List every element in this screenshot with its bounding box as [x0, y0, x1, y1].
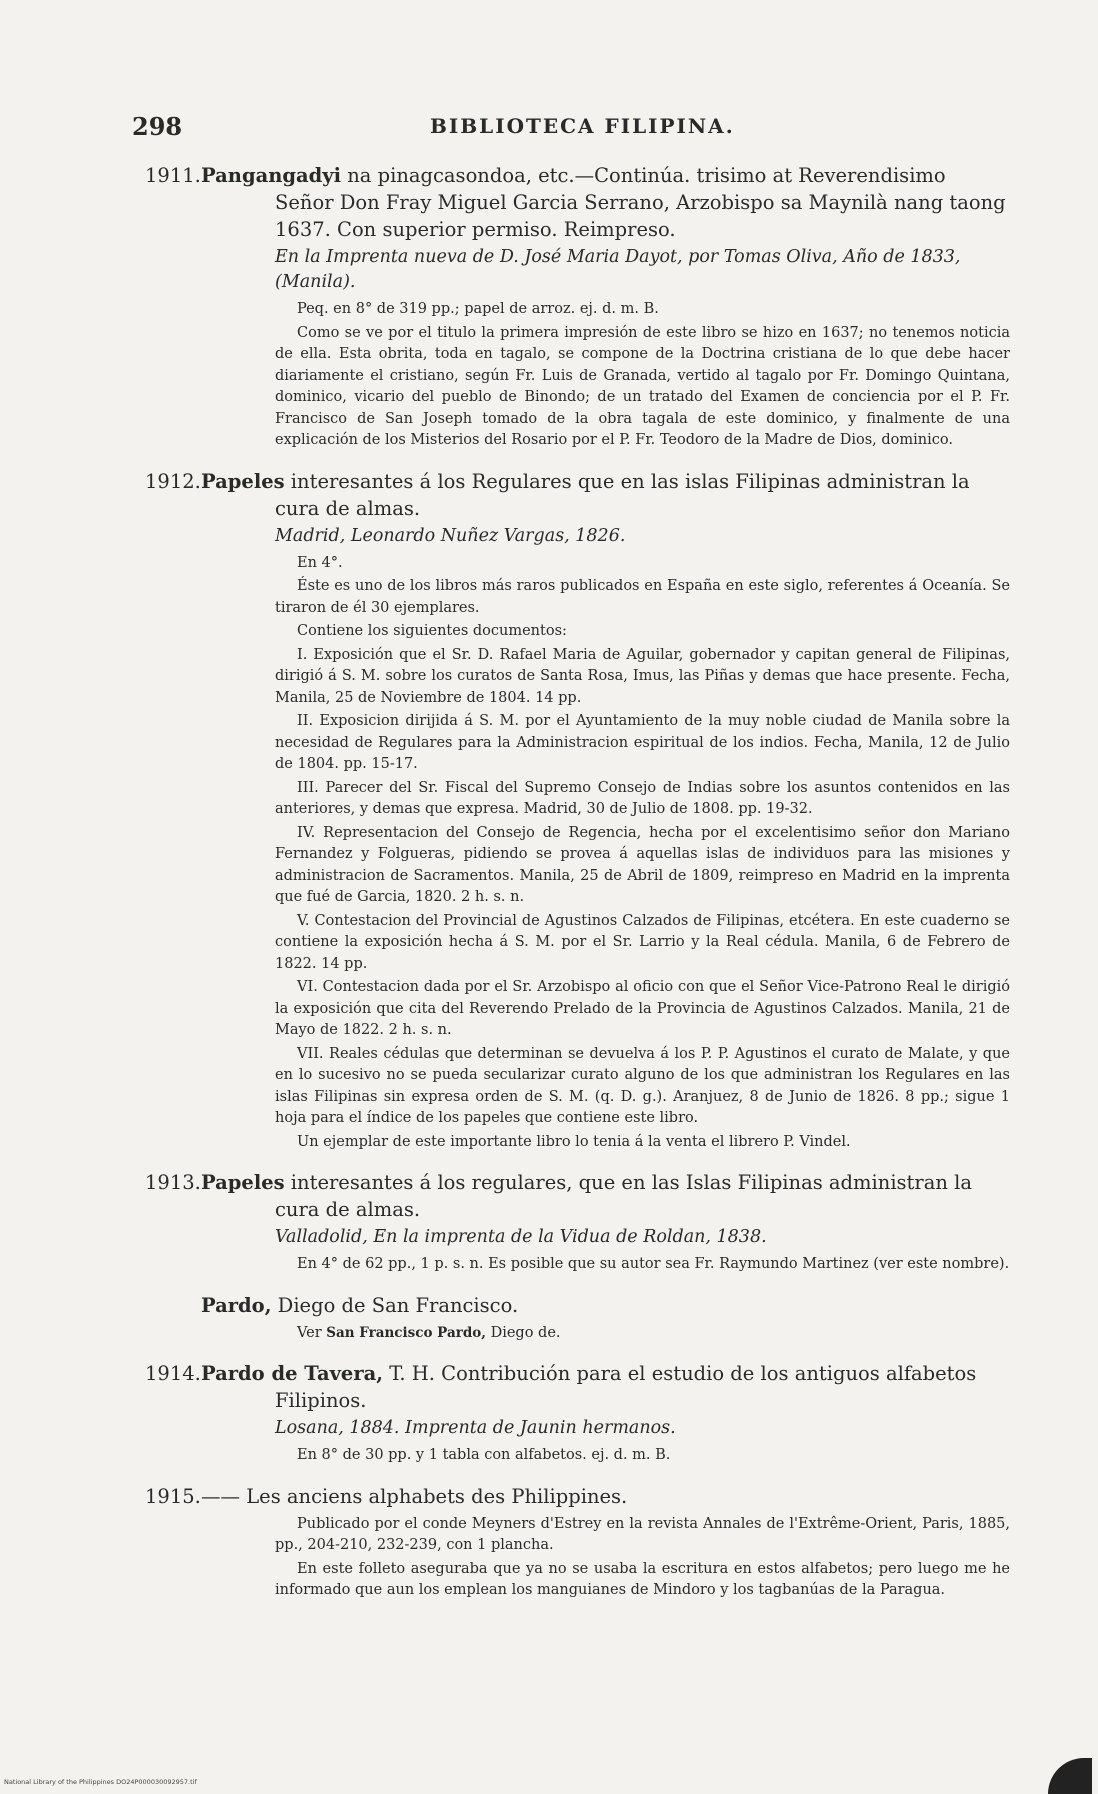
- note-paragraph: Un ejemplar de este importante libro lo tenia á la venta el librero P. Vindel.: [297, 1133, 851, 1150]
- entry-imprint: Valladolid, En la imprenta de la Vidua de Roldan, 1838.: [275, 1227, 767, 1247]
- entry-number: 1912.: [145, 469, 201, 493]
- entry-title: Les anciens alphabets des Philippines.: [240, 1484, 628, 1508]
- entry-notes: [145, 553, 1010, 1154]
- note-paragraph: En 4° de 62 pp., 1 p. s. n. Es posible que su autor sea Fr. Raymundo Martinez (ver este nombre).: [297, 1256, 1010, 1272]
- entry-notes: [145, 1323, 1010, 1345]
- scan-footer: National Library of the Philippines DO24P000030092957.tif: [4, 1778, 197, 1786]
- entry-title: interesantes á los Regulares que en las islas Filipinas administran la cura de almas.: [275, 469, 970, 520]
- see-prefix: Ver: [297, 1324, 327, 1341]
- entry-author: Pangangadyi: [201, 164, 342, 187]
- entry-notes: [145, 299, 1010, 452]
- entry-heading: [145, 468, 1010, 522]
- entry-1913: [145, 1169, 1010, 1276]
- bibliography-entries: [145, 162, 1010, 1618]
- entry-author: Pardo,: [201, 1293, 272, 1317]
- entry-author: ——: [201, 1484, 240, 1508]
- see-also-reference: [275, 1323, 1010, 1345]
- entry-1911: [145, 162, 1010, 452]
- note-paragraph: Publicado por el conde Meyners d'Estrey en la revista Annales de l'Extrême-Orient, Paris, 1885, pp., 204-210, 232-239, con 1 plancha.: [275, 1515, 1010, 1553]
- entry-heading: [145, 1360, 1010, 1414]
- note-paragraph: Peq. en 8° de 319 pp.; papel de arroz. ej. d. m. B.: [297, 301, 659, 317]
- entry-1912: [145, 468, 1010, 1154]
- note-paragraph: Contiene los siguientes documentos:: [297, 623, 567, 639]
- note-paragraph: V. Contestacion del Provincial de Agustinos Calzados de Filipinas, etcétera. En este cuaderno se contiene la exposición hecha á S. M. por el Sr. Larrio y la Real cédula. Manila, 6 de Febrero de 1822. 14 pp.: [275, 912, 1010, 972]
- entry-notes: [145, 1445, 1010, 1467]
- note-paragraph: En este folleto aseguraba que ya no se usaba la escritura en estos alfabetos; pero luego me he informado que aun los emplean los manguianes de Mindoro y los tagbanúas de la Paragua.: [275, 1560, 1010, 1598]
- entry-imprint: Losana, 1884. Imprenta de Jaunin hermanos.: [275, 1418, 676, 1438]
- note-paragraph: IV. Representacion del Consejo de Regencia, hecha por el excelentisimo señor don Mariano Fernandez y Folgueras, pidiendo se provea á aquellas islas de individuos para las misiones y administracion de Sacramentos. Manila, 25 de Abril de 1809, reimpreso en Madrid en la imprenta que fué de Garcia, 1820. 2 h. s. n.: [275, 824, 1010, 905]
- running-title: BIBLIOTECA FILIPINA.: [430, 114, 735, 138]
- entry-1914: [145, 1360, 1010, 1467]
- see-name: San Francisco Pardo,: [326, 1324, 486, 1341]
- note-paragraph: En 8° de 30 pp. y 1 tabla con alfabetos. ej. d. m. B.: [297, 1447, 671, 1463]
- note-paragraph: Como se ve por el titulo la primera impresión de este libro se hizo en 1637; no tenemos noticia de ella. Esta obrita, toda en tagalo, se compone de la Doctrina cristiana de lo que debe hacer diariamente el cristiano, según Fr. Luis de Granada, vertido al tagalo por Fr. Domingo Quintana, dominico, vicario del pueblo de Binondo; de un tratado del Examen de conciencia por el P. Fr. Francisco de San Joseph tomado de la obra tagala de este dominico, y finalmente de una explicación de los Misterios del Rosario por el P. Fr. Teodoro de la Madre de Dios, dominico.: [275, 324, 1010, 448]
- entry-notes: [145, 1514, 1010, 1602]
- entry-number: 1914.: [145, 1362, 201, 1385]
- entry-author: Pardo de Tavera,: [201, 1362, 384, 1385]
- entry-title: T. H. Contribución para el estudio de los antiguos alfabetos Filipinos.: [275, 1362, 977, 1412]
- entry-heading: [145, 1292, 1010, 1319]
- entry-cross-reference: [145, 1292, 1010, 1345]
- note-paragraph: I. Exposición que el Sr. D. Rafael Maria de Aguilar, gobernador y capitan general de Filipinas, dirigió á S. M. sobre los curatos de Santa Rosa, Imus, las Piñas y demas que hace presente. Fecha, Manila, 25 de Noviembre de 1804. 14 pp.: [275, 646, 1010, 706]
- page-number: 298: [132, 112, 183, 141]
- page-header: [130, 112, 1010, 142]
- entry-heading: [145, 162, 1010, 243]
- see-suffix: Diego de.: [485, 1324, 561, 1341]
- entry-imprint: Madrid, Leonardo Nuñez Vargas, 1826.: [275, 525, 626, 546]
- entry-notes: [145, 1254, 1010, 1276]
- note-paragraph: En 4°.: [297, 554, 343, 571]
- scan-corner-shadow: [1048, 1758, 1092, 1794]
- entry-title: na pinagcasondoa, etc.—Continúa. trisimo at Reverendisimo Señor Don Fray Miguel Garcia Serrano, Arzobispo sa Maynilà nang taong 1637. Con superior permiso. Reimpreso.: [275, 164, 1006, 241]
- entry-heading: [145, 1169, 1010, 1223]
- entry-number: 1915.: [145, 1484, 201, 1508]
- note-paragraph: VII. Reales cédulas que determinan se devuelva á los P. P. Agustinos el curato de Malate, y que en lo sucesivo no se pueda secularizar curato alguno de los que administran los Regulares en las islas Filipinas sin expresa orden de S. M. (q. D. g.). Aranjuez, 8 de Junio de 1826. 8 pp.; sigue 1 hoja para el índice de los papeles que contiene este libro.: [275, 1045, 1010, 1126]
- entry-imprint: En la Imprenta nueva de D. José Maria Dayot, por Tomas Oliva, Año de 1833, (Manila).: [275, 247, 961, 292]
- entry-author: Papeles: [201, 1171, 285, 1194]
- note-paragraph: VI. Contestacion dada por el Sr. Arzobispo al oficio con que el Señor Vice-Patrono Real le dirigió la exposición que cita del Reverendo Prelado de la Provincia de Agustinos Calzados. Manila, 21 de Mayo de 1822. 2 h. s. n.: [275, 979, 1010, 1038]
- entry-1915: [145, 1483, 1010, 1602]
- entry-title: interesantes á los regulares, que en las Islas Filipinas administran la cura de almas.: [275, 1171, 972, 1221]
- entry-number: 1911.: [145, 164, 201, 187]
- entry-author: Papeles: [201, 469, 285, 493]
- entry-heading: [145, 1483, 1010, 1510]
- note-paragraph: III. Parecer del Sr. Fiscal del Supremo Consejo de Indias sobre los asuntos contenidos en las anteriores, y demas que expresa. Madrid, 30 de Julio de 1808. pp. 19-32.: [275, 779, 1010, 817]
- entry-number: 1913.: [145, 1171, 201, 1194]
- entry-title: Diego de San Francisco.: [271, 1293, 519, 1317]
- note-paragraph: Éste es uno de los libros más raros publicados en España en este siglo, referentes á Oceanía. Se tiraron de él 30 ejemplares.: [275, 578, 1010, 616]
- note-paragraph: II. Exposicion dirijida á S. M. por el Ayuntamiento de la muy noble ciudad de Manila sobre la necesidad de Regulares para la Administracion espiritual de los indios. Fecha, Manila, 12 de Julio de 1804. pp. 15-17.: [275, 713, 1010, 772]
